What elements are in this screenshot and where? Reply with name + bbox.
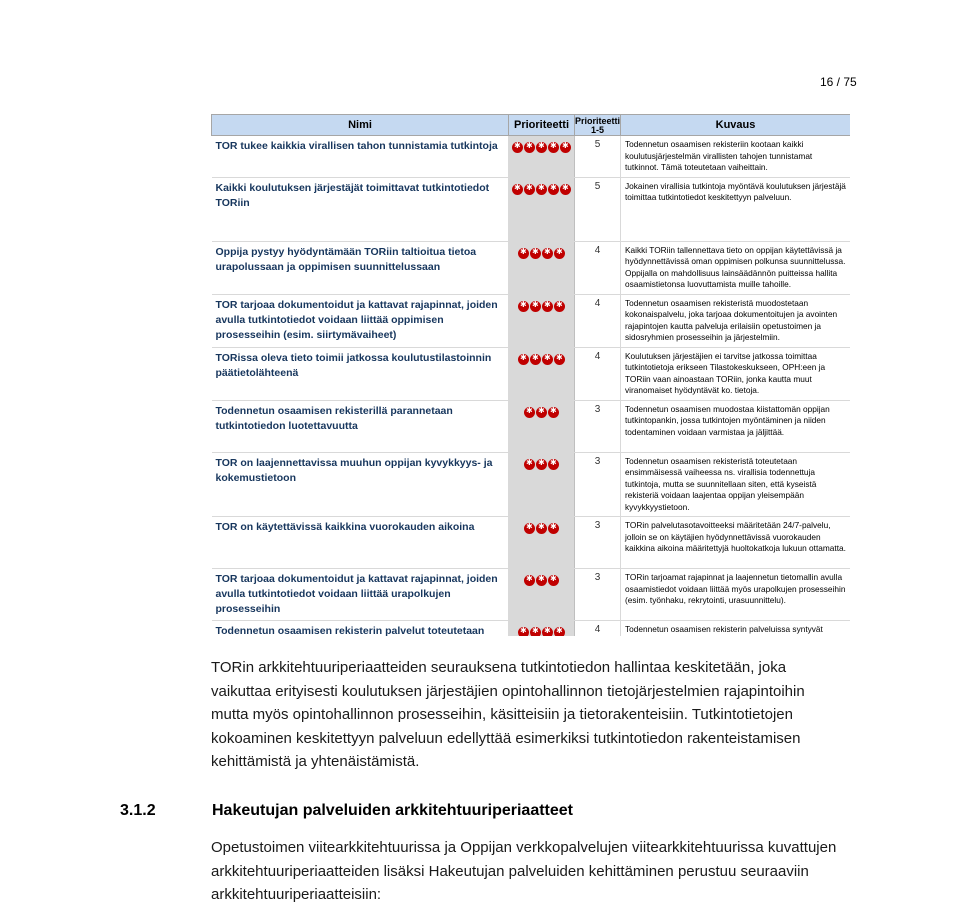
paragraph-tor-principles: TORin arkkitehtuuriperiaatteiden seurauksena tutkintotiedon hallintaa keskitetään, joka vaikuttaa erityisesti koulutuksen järjestäjien opintohallinnon tietojärjestelmien rajapintoihin mutta myös opintohallinnon prosesseihin, käsitteisiin ja tietorakenteisiin. Tutkintotietojen kokoaminen keskitettyyn palveluun edellyttää esimerkiksi tutkintotiedon rakenteistamisen kehittämistä ja yhtenäistämistä. bbox=[211, 659, 805, 770]
table-row bbox=[212, 621, 851, 637]
star-icon bbox=[530, 627, 541, 636]
star-icon bbox=[548, 142, 559, 153]
priority-number: 4 bbox=[575, 621, 621, 637]
table-row bbox=[212, 294, 851, 347]
requirement-name: Todennetun osaamisen rekisterin palvelut toteutetaan bbox=[212, 621, 509, 637]
star-icon bbox=[536, 184, 547, 195]
requirement-name: Oppija pystyy hyödyntämään TORiin taltioitua tietoa urapolussaan ja oppimisen suunnittelussaan bbox=[212, 241, 509, 294]
star-icon bbox=[536, 459, 547, 470]
star-icon bbox=[518, 301, 529, 312]
star-icon bbox=[524, 459, 535, 470]
star-icon bbox=[512, 142, 523, 153]
requirement-description: TORin palvelutasotavoitteeksi määritetään 24/7-palvelu, jolloin se on käytäjien hyödynnettävissä vuorokauden kaikkina aikoina määritettyjä huoltokatkoja lukuun ottamatta. bbox=[621, 517, 851, 569]
priority-number: 3 bbox=[575, 452, 621, 517]
table-row bbox=[212, 241, 851, 294]
table-row bbox=[212, 400, 851, 452]
priority-stars bbox=[509, 517, 575, 569]
priority-number: 3 bbox=[575, 517, 621, 569]
star-icon bbox=[554, 627, 565, 636]
priority-stars bbox=[509, 452, 575, 517]
star-icon bbox=[548, 184, 559, 195]
requirement-name: TORissa oleva tieto toimii jatkossa koulutustilastoinnin päätietolähteenä bbox=[212, 347, 509, 400]
requirement-name: TOR tukee kaikkia virallisen tahon tunnistamia tutkintoja bbox=[212, 136, 509, 178]
priority-number: 4 bbox=[575, 347, 621, 400]
star-icon bbox=[524, 142, 535, 153]
priority-stars bbox=[509, 569, 575, 621]
star-icon bbox=[554, 248, 565, 259]
star-icon bbox=[518, 248, 529, 259]
priority-stars bbox=[509, 347, 575, 400]
priority-stars bbox=[509, 136, 575, 178]
requirement-name: Todennetun osaamisen rekisterillä parannetaan tutkintotiedon luotettavuutta bbox=[212, 400, 509, 452]
section-title: Hakeutujan palveluiden arkkitehtuuriperiaatteet bbox=[212, 802, 573, 819]
priority-stars bbox=[509, 177, 575, 241]
section-number: 3.1.2 bbox=[120, 802, 156, 819]
requirement-name: TOR on laajennettavissa muuhun oppijan kyvykkyys- ja kokemustietoon bbox=[212, 452, 509, 517]
star-icon bbox=[518, 354, 529, 365]
table-row bbox=[212, 177, 851, 241]
star-icon bbox=[560, 184, 571, 195]
paragraph-applicant-principles: Opetustoimen viitearkkitehtuurissa ja Oppijan verkkopalvelujen viitearkkitehtuurissa kuvattujen arkkitehtuuriperiaatteiden lisäksi Hakeutujan palveluiden kehittäminen perustuu seuraaviin arkkitehtuuriperiaatteisiin: bbox=[211, 839, 837, 903]
star-icon bbox=[524, 523, 535, 534]
table-row bbox=[212, 569, 851, 621]
star-icon bbox=[542, 627, 553, 636]
star-icon bbox=[542, 301, 553, 312]
requirement-description: TORin tarjoamat rajapinnat ja laajennetun tietomallin avulla osaamistiedot voidaan liittää myös urapolkujen prosesseihin (esim. työnhaku, rekrytointi, urasuunnittelu). bbox=[621, 569, 851, 621]
requirement-name: TOR tarjoaa dokumentoidut ja kattavat rajapinnat, joiden avulla tutkintotiedot voidaan liittää urapolkujen prosesseihin bbox=[212, 569, 509, 621]
priority-number: 5 bbox=[575, 177, 621, 241]
priority-stars bbox=[509, 400, 575, 452]
star-icon bbox=[554, 301, 565, 312]
star-icon bbox=[548, 407, 559, 418]
star-icon bbox=[536, 523, 547, 534]
requirement-description: Todennetun osaamisen rekisteriin kootaan kaikki koulutusjärjestelmän virallisten tahojen tunnistamat tutkinnot. Tämä toteutetaan vaiheittain. bbox=[621, 136, 851, 178]
priority-number: 5 bbox=[575, 136, 621, 178]
star-icon bbox=[512, 184, 523, 195]
table-row bbox=[212, 347, 851, 400]
priority-number: 4 bbox=[575, 294, 621, 347]
priority-stars bbox=[509, 294, 575, 347]
priority-number: 4 bbox=[575, 241, 621, 294]
star-icon bbox=[536, 142, 547, 153]
requirement-name: TOR on käytettävissä kaikkina vuorokauden aikoina bbox=[212, 517, 509, 569]
requirement-description: Todennetun osaamisen rekisteristä muodostetaan kokonaispalvelu, joka tarjoaa dokumentoitujen ja avointen rajapintojen kautta palveluja erilaisiin opetustoimen ja sidosryhmien prosesseihin ja järjestelmiin. bbox=[621, 294, 851, 347]
priority-stars bbox=[509, 241, 575, 294]
header-name: Nimi bbox=[212, 115, 509, 136]
header-priority: Prioriteetti bbox=[509, 115, 575, 136]
star-icon bbox=[548, 575, 559, 586]
star-icon bbox=[548, 523, 559, 534]
header-description: Kuvaus bbox=[621, 115, 851, 136]
star-icon bbox=[524, 184, 535, 195]
table-row bbox=[212, 136, 851, 178]
page-number: 16 / 75 bbox=[820, 75, 857, 89]
requirement-description: Todennetun osaamisen rekisterin palveluissa syntyvät bbox=[621, 621, 851, 637]
priority-number: 3 bbox=[575, 400, 621, 452]
requirement-name: TOR tarjoaa dokumentoidut ja kattavat rajapinnat, joiden avulla tutkintotiedot voidaan liittää oppimisen prosesseihin (esim. siirtymävaiheet) bbox=[212, 294, 509, 347]
requirement-description: Jokainen virallisia tutkintoja myöntävä koulutuksen järjestäjä toimittaa tutkintotiedot keskitettyyn palveluun. bbox=[621, 177, 851, 241]
priority-number: 3 bbox=[575, 569, 621, 621]
star-icon bbox=[548, 459, 559, 470]
header-priority-1-5: Prioriteetti 1-5 bbox=[575, 116, 621, 135]
star-icon bbox=[542, 248, 553, 259]
requirement-description: Koulutuksen järjestäjien ei tarvitse jatkossa toimittaa tutkintotietoja erikseen Tilastokeskukseen, OPH:een ja TORiin vaan ainoastaan TORiin, jonka kautta muut viranomaiset hyödyntävät ko. tietoja. bbox=[621, 347, 851, 400]
star-icon bbox=[536, 407, 547, 418]
star-icon bbox=[554, 354, 565, 365]
requirement-name: Kaikki koulutuksen järjestäjät toimittavat tutkintotiedot TORiin bbox=[212, 177, 509, 241]
star-icon bbox=[530, 354, 541, 365]
priority-stars bbox=[509, 621, 575, 637]
section-heading bbox=[120, 802, 573, 820]
requirement-description: Todennetun osaamisen rekisteristä toteutetaan ensimmäisessä vaiheessa ns. virallisia todennettuja tutkintoja, mutta se suunnitellaan siten, että kyseistä rekisteriä voidaan laajentaa oppijan yleisempään kyvykkyystietoon. bbox=[621, 452, 851, 517]
requirement-description: Todennetun osaamisen muodostaa kiistattomän oppijan tutkintopankin, jossa tutkintojen myöntäminen ja niiden todentaminen voidaan varmistaa ja jäljittää. bbox=[621, 400, 851, 452]
requirement-description: Kaikki TORiin tallennettava tieto on oppijan käytettävissä ja hyödynnettävissä oman oppimisen polkunsa suunnittelussa. Oppijalla on mahdollisuus lainsäädännön puitteissa hallita osaamistietonsa luovuttamista muille tahoille. bbox=[621, 241, 851, 294]
star-icon bbox=[524, 407, 535, 418]
table-row bbox=[212, 517, 851, 569]
star-icon bbox=[518, 627, 529, 636]
star-icon bbox=[542, 354, 553, 365]
table-row bbox=[212, 452, 851, 517]
star-icon bbox=[530, 301, 541, 312]
star-icon bbox=[530, 248, 541, 259]
star-icon bbox=[560, 142, 571, 153]
star-icon bbox=[524, 575, 535, 586]
star-icon bbox=[536, 575, 547, 586]
requirements-table bbox=[211, 114, 850, 636]
